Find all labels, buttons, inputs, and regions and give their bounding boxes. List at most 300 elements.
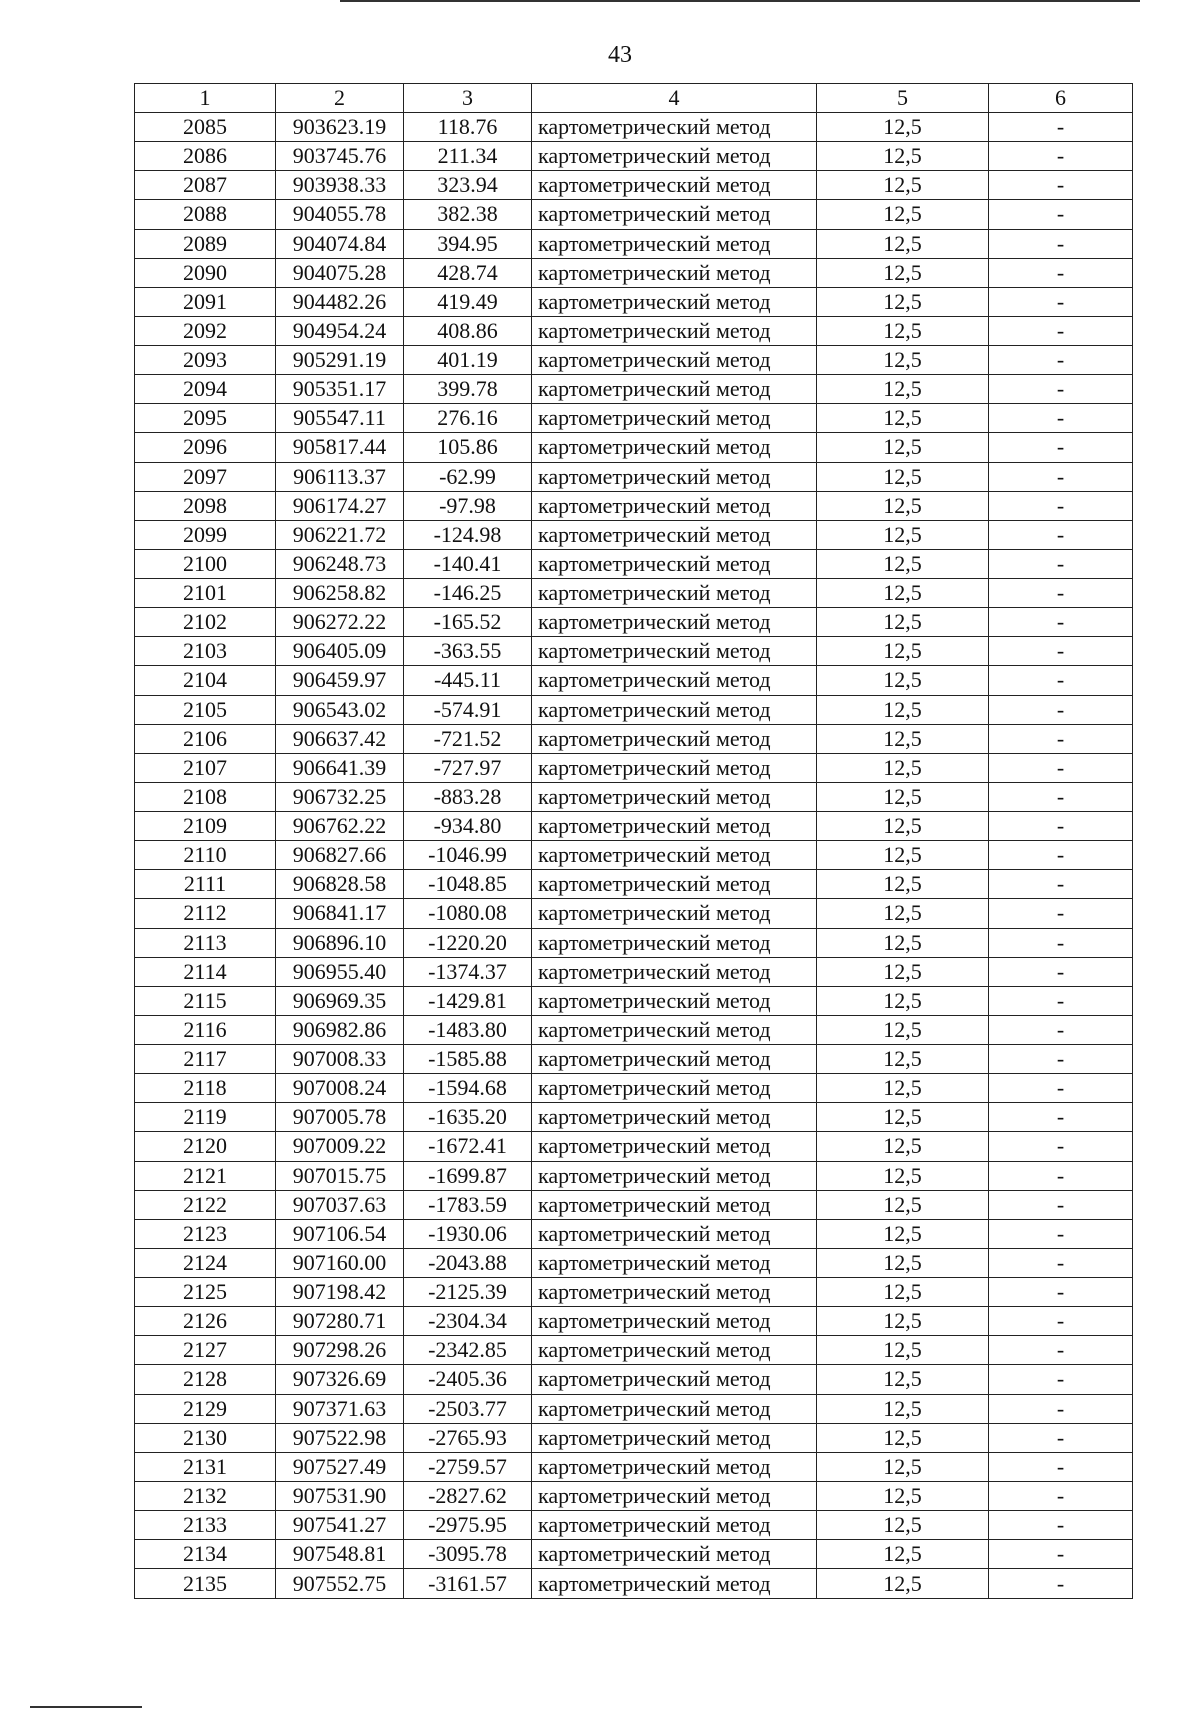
y-coordinate-cell: -445.11 xyxy=(404,666,532,695)
note-cell: - xyxy=(989,579,1133,608)
note-cell: - xyxy=(989,171,1133,200)
method-cell: картометрический метод xyxy=(532,462,817,491)
note-cell: - xyxy=(989,637,1133,666)
y-coordinate-cell: 401.19 xyxy=(404,346,532,375)
accuracy-cell: 12,5 xyxy=(817,433,989,462)
table-row xyxy=(135,1278,1133,1307)
point-number-cell: 2128 xyxy=(135,1365,276,1394)
method-cell: картометрический метод xyxy=(532,113,817,142)
x-coordinate-cell: 905351.17 xyxy=(276,375,404,404)
note-cell: - xyxy=(989,549,1133,578)
y-coordinate-cell: -1635.20 xyxy=(404,1103,532,1132)
table-row xyxy=(135,404,1133,433)
note-cell: - xyxy=(989,1248,1133,1277)
y-coordinate-cell: -934.80 xyxy=(404,812,532,841)
table-body xyxy=(135,113,1133,1599)
accuracy-cell: 12,5 xyxy=(817,957,989,986)
method-cell: картометрический метод xyxy=(532,1569,817,1599)
x-coordinate-cell: 907037.63 xyxy=(276,1190,404,1219)
accuracy-cell: 12,5 xyxy=(817,346,989,375)
table-row xyxy=(135,608,1133,637)
accuracy-cell: 12,5 xyxy=(817,229,989,258)
method-cell: картометрический метод xyxy=(532,1161,817,1190)
table-row xyxy=(135,113,1133,142)
y-coordinate-cell: -2765.93 xyxy=(404,1423,532,1452)
table-row xyxy=(135,433,1133,462)
note-cell: - xyxy=(989,1336,1133,1365)
note-cell: - xyxy=(989,1307,1133,1336)
method-cell: картометрический метод xyxy=(532,1015,817,1044)
x-coordinate-cell: 906732.25 xyxy=(276,782,404,811)
method-cell: картометрический метод xyxy=(532,637,817,666)
note-cell: - xyxy=(989,346,1133,375)
x-coordinate-cell: 906174.27 xyxy=(276,491,404,520)
accuracy-cell: 12,5 xyxy=(817,928,989,957)
y-coordinate-cell: 394.95 xyxy=(404,229,532,258)
point-number-cell: 2086 xyxy=(135,142,276,171)
x-coordinate-cell: 907160.00 xyxy=(276,1248,404,1277)
y-coordinate-cell: 399.78 xyxy=(404,375,532,404)
note-cell: - xyxy=(989,229,1133,258)
method-cell: картометрический метод xyxy=(532,1248,817,1277)
accuracy-cell: 12,5 xyxy=(817,1336,989,1365)
method-cell: картометрический метод xyxy=(532,899,817,928)
method-cell: картометрический метод xyxy=(532,1219,817,1248)
column-header-4: 4 xyxy=(532,84,817,113)
x-coordinate-cell: 903745.76 xyxy=(276,142,404,171)
table-row xyxy=(135,695,1133,724)
note-cell: - xyxy=(989,375,1133,404)
point-number-cell: 2093 xyxy=(135,346,276,375)
table-row xyxy=(135,899,1133,928)
table-row xyxy=(135,1219,1133,1248)
table-row xyxy=(135,870,1133,899)
note-cell: - xyxy=(989,1569,1133,1599)
point-number-cell: 2131 xyxy=(135,1452,276,1481)
point-number-cell: 2090 xyxy=(135,258,276,287)
method-cell: картометрический метод xyxy=(532,1481,817,1510)
accuracy-cell: 12,5 xyxy=(817,462,989,491)
accuracy-cell: 12,5 xyxy=(817,113,989,142)
method-cell: картометрический метод xyxy=(532,433,817,462)
coordinates-table xyxy=(134,83,1133,1599)
note-cell: - xyxy=(989,1161,1133,1190)
table-row xyxy=(135,957,1133,986)
x-coordinate-cell: 906955.40 xyxy=(276,957,404,986)
table-row xyxy=(135,928,1133,957)
method-cell: картометрический метод xyxy=(532,1511,817,1540)
method-cell: картометрический метод xyxy=(532,695,817,724)
x-coordinate-cell: 907298.26 xyxy=(276,1336,404,1365)
point-number-cell: 2134 xyxy=(135,1540,276,1569)
point-number-cell: 2127 xyxy=(135,1336,276,1365)
y-coordinate-cell: -2304.34 xyxy=(404,1307,532,1336)
point-number-cell: 2120 xyxy=(135,1132,276,1161)
point-number-cell: 2110 xyxy=(135,841,276,870)
point-number-cell: 2095 xyxy=(135,404,276,433)
table-row xyxy=(135,346,1133,375)
note-cell: - xyxy=(989,1511,1133,1540)
y-coordinate-cell: -363.55 xyxy=(404,637,532,666)
x-coordinate-cell: 906248.73 xyxy=(276,549,404,578)
accuracy-cell: 12,5 xyxy=(817,1394,989,1423)
x-coordinate-cell: 906258.82 xyxy=(276,579,404,608)
note-cell: - xyxy=(989,200,1133,229)
accuracy-cell: 12,5 xyxy=(817,1132,989,1161)
y-coordinate-cell: -3095.78 xyxy=(404,1540,532,1569)
column-header-3: 3 xyxy=(404,84,532,113)
top-rule xyxy=(340,0,1140,2)
y-coordinate-cell: -1783.59 xyxy=(404,1190,532,1219)
accuracy-cell: 12,5 xyxy=(817,899,989,928)
table-row xyxy=(135,1015,1133,1044)
accuracy-cell: 12,5 xyxy=(817,724,989,753)
x-coordinate-cell: 907541.27 xyxy=(276,1511,404,1540)
x-coordinate-cell: 904482.26 xyxy=(276,287,404,316)
point-number-cell: 2115 xyxy=(135,986,276,1015)
accuracy-cell: 12,5 xyxy=(817,520,989,549)
note-cell: - xyxy=(989,1278,1133,1307)
y-coordinate-cell: -2827.62 xyxy=(404,1481,532,1510)
note-cell: - xyxy=(989,142,1133,171)
method-cell: картометрический метод xyxy=(532,666,817,695)
y-coordinate-cell: -2405.36 xyxy=(404,1365,532,1394)
point-number-cell: 2132 xyxy=(135,1481,276,1510)
y-coordinate-cell: -3161.57 xyxy=(404,1569,532,1599)
point-number-cell: 2092 xyxy=(135,316,276,345)
x-coordinate-cell: 904055.78 xyxy=(276,200,404,229)
method-cell: картометрический метод xyxy=(532,1336,817,1365)
method-cell: картометрический метод xyxy=(532,841,817,870)
table-row xyxy=(135,1103,1133,1132)
y-coordinate-cell: -2503.77 xyxy=(404,1394,532,1423)
method-cell: картометрический метод xyxy=(532,229,817,258)
accuracy-cell: 12,5 xyxy=(817,870,989,899)
accuracy-cell: 12,5 xyxy=(817,375,989,404)
point-number-cell: 2102 xyxy=(135,608,276,637)
column-header-2: 2 xyxy=(276,84,404,113)
accuracy-cell: 12,5 xyxy=(817,695,989,724)
y-coordinate-cell: -1048.85 xyxy=(404,870,532,899)
table-row xyxy=(135,841,1133,870)
y-coordinate-cell: -2759.57 xyxy=(404,1452,532,1481)
table-row xyxy=(135,1161,1133,1190)
table-row xyxy=(135,1307,1133,1336)
column-header-1: 1 xyxy=(135,84,276,113)
point-number-cell: 2118 xyxy=(135,1074,276,1103)
x-coordinate-cell: 907008.33 xyxy=(276,1045,404,1074)
x-coordinate-cell: 907522.98 xyxy=(276,1423,404,1452)
y-coordinate-cell: -165.52 xyxy=(404,608,532,637)
point-number-cell: 2135 xyxy=(135,1569,276,1599)
method-cell: картометрический метод xyxy=(532,491,817,520)
method-cell: картометрический метод xyxy=(532,1074,817,1103)
accuracy-cell: 12,5 xyxy=(817,1190,989,1219)
accuracy-cell: 12,5 xyxy=(817,579,989,608)
method-cell: картометрический метод xyxy=(532,1278,817,1307)
point-number-cell: 2114 xyxy=(135,957,276,986)
note-cell: - xyxy=(989,1452,1133,1481)
x-coordinate-cell: 906272.22 xyxy=(276,608,404,637)
accuracy-cell: 12,5 xyxy=(817,1423,989,1452)
note-cell: - xyxy=(989,491,1133,520)
table-row xyxy=(135,986,1133,1015)
y-coordinate-cell: 276.16 xyxy=(404,404,532,433)
method-cell: картометрический метод xyxy=(532,724,817,753)
x-coordinate-cell: 907009.22 xyxy=(276,1132,404,1161)
bottom-left-rule xyxy=(30,1706,142,1708)
accuracy-cell: 12,5 xyxy=(817,1015,989,1044)
table-row xyxy=(135,724,1133,753)
point-number-cell: 2105 xyxy=(135,695,276,724)
x-coordinate-cell: 907015.75 xyxy=(276,1161,404,1190)
point-number-cell: 2098 xyxy=(135,491,276,520)
x-coordinate-cell: 907531.90 xyxy=(276,1481,404,1510)
method-cell: картометрический метод xyxy=(532,782,817,811)
point-number-cell: 2101 xyxy=(135,579,276,608)
method-cell: картометрический метод xyxy=(532,346,817,375)
table-row xyxy=(135,1248,1133,1277)
x-coordinate-cell: 907008.24 xyxy=(276,1074,404,1103)
accuracy-cell: 12,5 xyxy=(817,812,989,841)
x-coordinate-cell: 906459.97 xyxy=(276,666,404,695)
note-cell: - xyxy=(989,841,1133,870)
y-coordinate-cell: -1046.99 xyxy=(404,841,532,870)
y-coordinate-cell: -1699.87 xyxy=(404,1161,532,1190)
y-coordinate-cell: -883.28 xyxy=(404,782,532,811)
point-number-cell: 2085 xyxy=(135,113,276,142)
method-cell: картометрический метод xyxy=(532,1045,817,1074)
accuracy-cell: 12,5 xyxy=(817,171,989,200)
point-number-cell: 2089 xyxy=(135,229,276,258)
point-number-cell: 2097 xyxy=(135,462,276,491)
note-cell: - xyxy=(989,1103,1133,1132)
point-number-cell: 2088 xyxy=(135,200,276,229)
point-number-cell: 2124 xyxy=(135,1248,276,1277)
x-coordinate-cell: 906405.09 xyxy=(276,637,404,666)
table-row xyxy=(135,200,1133,229)
x-coordinate-cell: 905817.44 xyxy=(276,433,404,462)
accuracy-cell: 12,5 xyxy=(817,841,989,870)
method-cell: картометрический метод xyxy=(532,258,817,287)
note-cell: - xyxy=(989,1219,1133,1248)
accuracy-cell: 12,5 xyxy=(817,1481,989,1510)
note-cell: - xyxy=(989,404,1133,433)
accuracy-cell: 12,5 xyxy=(817,404,989,433)
x-coordinate-cell: 907005.78 xyxy=(276,1103,404,1132)
table-row xyxy=(135,782,1133,811)
accuracy-cell: 12,5 xyxy=(817,637,989,666)
table-header xyxy=(135,84,1133,113)
point-number-cell: 2125 xyxy=(135,1278,276,1307)
note-cell: - xyxy=(989,433,1133,462)
table-row xyxy=(135,1336,1133,1365)
method-cell: картометрический метод xyxy=(532,316,817,345)
y-coordinate-cell: -97.98 xyxy=(404,491,532,520)
note-cell: - xyxy=(989,782,1133,811)
note-cell: - xyxy=(989,113,1133,142)
method-cell: картометрический метод xyxy=(532,142,817,171)
x-coordinate-cell: 906827.66 xyxy=(276,841,404,870)
accuracy-cell: 12,5 xyxy=(817,1103,989,1132)
point-number-cell: 2121 xyxy=(135,1161,276,1190)
table-row xyxy=(135,1132,1133,1161)
note-cell: - xyxy=(989,812,1133,841)
accuracy-cell: 12,5 xyxy=(817,1569,989,1599)
method-cell: картометрический метод xyxy=(532,1365,817,1394)
x-coordinate-cell: 907527.49 xyxy=(276,1452,404,1481)
note-cell: - xyxy=(989,1045,1133,1074)
table-row xyxy=(135,1423,1133,1452)
table-row xyxy=(135,1190,1133,1219)
point-number-cell: 2133 xyxy=(135,1511,276,1540)
x-coordinate-cell: 905547.11 xyxy=(276,404,404,433)
column-header-5: 5 xyxy=(817,84,989,113)
table-row xyxy=(135,1511,1133,1540)
x-coordinate-cell: 906896.10 xyxy=(276,928,404,957)
accuracy-cell: 12,5 xyxy=(817,1511,989,1540)
x-coordinate-cell: 906828.58 xyxy=(276,870,404,899)
note-cell: - xyxy=(989,1015,1133,1044)
table-row xyxy=(135,1394,1133,1423)
note-cell: - xyxy=(989,1394,1133,1423)
method-cell: картометрический метод xyxy=(532,1307,817,1336)
x-coordinate-cell: 904074.84 xyxy=(276,229,404,258)
x-coordinate-cell: 907548.81 xyxy=(276,1540,404,1569)
table-row xyxy=(135,666,1133,695)
point-number-cell: 2129 xyxy=(135,1394,276,1423)
accuracy-cell: 12,5 xyxy=(817,1452,989,1481)
method-cell: картометрический метод xyxy=(532,171,817,200)
y-coordinate-cell: -146.25 xyxy=(404,579,532,608)
point-number-cell: 2103 xyxy=(135,637,276,666)
method-cell: картометрический метод xyxy=(532,608,817,637)
accuracy-cell: 12,5 xyxy=(817,258,989,287)
method-cell: картометрический метод xyxy=(532,753,817,782)
table-row xyxy=(135,171,1133,200)
method-cell: картометрический метод xyxy=(532,986,817,1015)
y-coordinate-cell: -2975.95 xyxy=(404,1511,532,1540)
note-cell: - xyxy=(989,520,1133,549)
y-coordinate-cell: -1594.68 xyxy=(404,1074,532,1103)
accuracy-cell: 12,5 xyxy=(817,142,989,171)
table-row xyxy=(135,812,1133,841)
note-cell: - xyxy=(989,1423,1133,1452)
y-coordinate-cell: 382.38 xyxy=(404,200,532,229)
table-row xyxy=(135,229,1133,258)
note-cell: - xyxy=(989,986,1133,1015)
x-coordinate-cell: 904075.28 xyxy=(276,258,404,287)
note-cell: - xyxy=(989,462,1133,491)
accuracy-cell: 12,5 xyxy=(817,782,989,811)
table-row xyxy=(135,1569,1133,1599)
x-coordinate-cell: 906543.02 xyxy=(276,695,404,724)
x-coordinate-cell: 906221.72 xyxy=(276,520,404,549)
y-coordinate-cell: 211.34 xyxy=(404,142,532,171)
x-coordinate-cell: 903938.33 xyxy=(276,171,404,200)
note-cell: - xyxy=(989,753,1133,782)
method-cell: картометрический метод xyxy=(532,870,817,899)
table-row xyxy=(135,1074,1133,1103)
y-coordinate-cell: -140.41 xyxy=(404,549,532,578)
note-cell: - xyxy=(989,258,1133,287)
table-row xyxy=(135,287,1133,316)
method-cell: картометрический метод xyxy=(532,1394,817,1423)
method-cell: картометрический метод xyxy=(532,1103,817,1132)
note-cell: - xyxy=(989,870,1133,899)
method-cell: картометрический метод xyxy=(532,928,817,957)
point-number-cell: 2122 xyxy=(135,1190,276,1219)
table-row xyxy=(135,637,1133,666)
y-coordinate-cell: -1080.08 xyxy=(404,899,532,928)
method-cell: картометрический метод xyxy=(532,287,817,316)
accuracy-cell: 12,5 xyxy=(817,287,989,316)
method-cell: картометрический метод xyxy=(532,1452,817,1481)
table-row xyxy=(135,142,1133,171)
point-number-cell: 2111 xyxy=(135,870,276,899)
y-coordinate-cell: 419.49 xyxy=(404,287,532,316)
y-coordinate-cell: -2043.88 xyxy=(404,1248,532,1277)
accuracy-cell: 12,5 xyxy=(817,1074,989,1103)
point-number-cell: 2087 xyxy=(135,171,276,200)
note-cell: - xyxy=(989,695,1133,724)
x-coordinate-cell: 907552.75 xyxy=(276,1569,404,1599)
note-cell: - xyxy=(989,316,1133,345)
note-cell: - xyxy=(989,1074,1133,1103)
table-row xyxy=(135,258,1133,287)
accuracy-cell: 12,5 xyxy=(817,666,989,695)
x-coordinate-cell: 906113.37 xyxy=(276,462,404,491)
page-number: 43 xyxy=(608,42,632,68)
method-cell: картометрический метод xyxy=(532,1423,817,1452)
y-coordinate-cell: 323.94 xyxy=(404,171,532,200)
x-coordinate-cell: 906637.42 xyxy=(276,724,404,753)
x-coordinate-cell: 906969.35 xyxy=(276,986,404,1015)
point-number-cell: 2104 xyxy=(135,666,276,695)
header-row xyxy=(135,84,1133,113)
accuracy-cell: 12,5 xyxy=(817,200,989,229)
table-row xyxy=(135,520,1133,549)
method-cell: картометрический метод xyxy=(532,579,817,608)
table-row xyxy=(135,753,1133,782)
y-coordinate-cell: -574.91 xyxy=(404,695,532,724)
note-cell: - xyxy=(989,1132,1133,1161)
note-cell: - xyxy=(989,724,1133,753)
note-cell: - xyxy=(989,608,1133,637)
method-cell: картометрический метод xyxy=(532,1190,817,1219)
point-number-cell: 2091 xyxy=(135,287,276,316)
method-cell: картометрический метод xyxy=(532,375,817,404)
y-coordinate-cell: -2342.85 xyxy=(404,1336,532,1365)
x-coordinate-cell: 907198.42 xyxy=(276,1278,404,1307)
x-coordinate-cell: 904954.24 xyxy=(276,316,404,345)
table-row xyxy=(135,579,1133,608)
method-cell: картометрический метод xyxy=(532,1132,817,1161)
note-cell: - xyxy=(989,899,1133,928)
note-cell: - xyxy=(989,1365,1133,1394)
table-row xyxy=(135,462,1133,491)
y-coordinate-cell: 428.74 xyxy=(404,258,532,287)
accuracy-cell: 12,5 xyxy=(817,1307,989,1336)
y-coordinate-cell: 118.76 xyxy=(404,113,532,142)
table-row xyxy=(135,1365,1133,1394)
y-coordinate-cell: -1374.37 xyxy=(404,957,532,986)
table-row xyxy=(135,549,1133,578)
point-number-cell: 2094 xyxy=(135,375,276,404)
accuracy-cell: 12,5 xyxy=(817,491,989,520)
x-coordinate-cell: 906841.17 xyxy=(276,899,404,928)
accuracy-cell: 12,5 xyxy=(817,1219,989,1248)
